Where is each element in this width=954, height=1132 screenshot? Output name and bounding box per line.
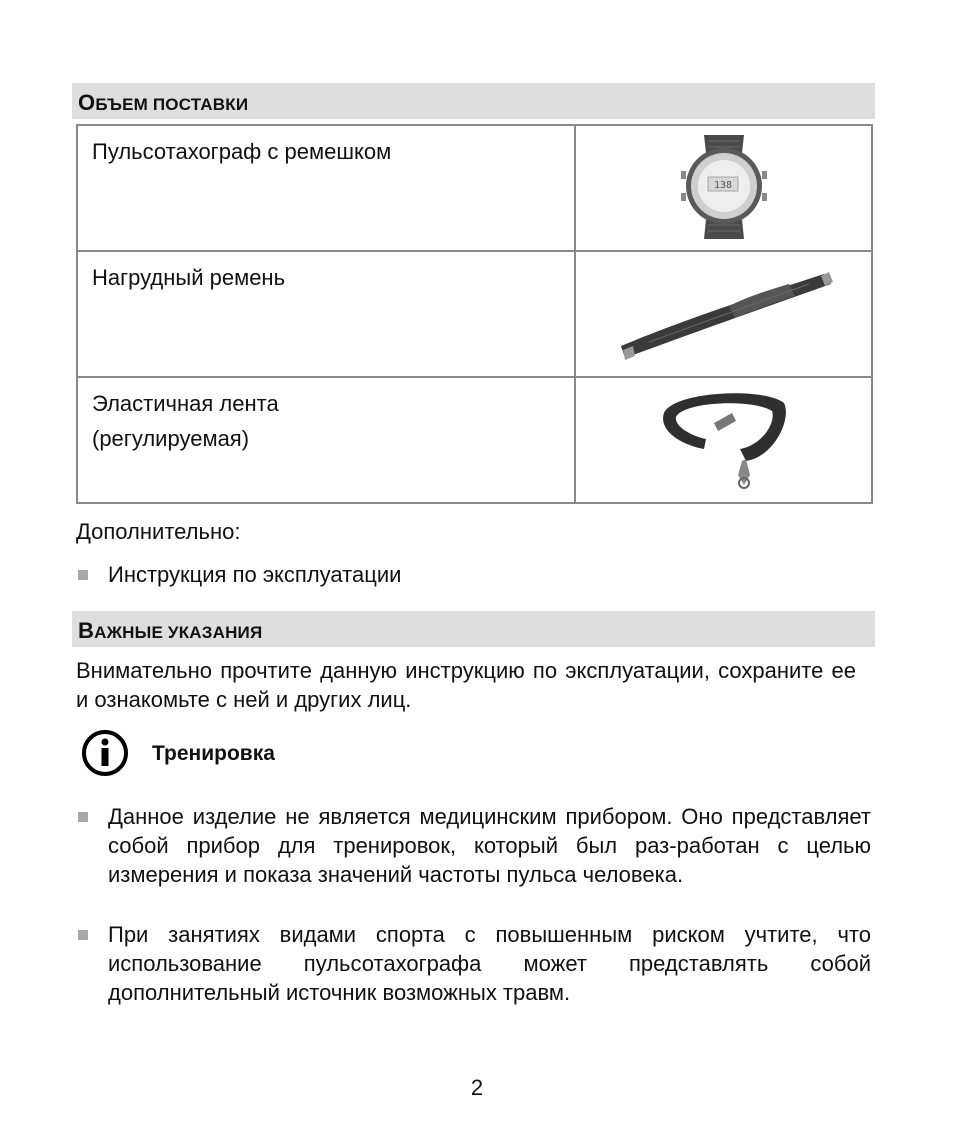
table-row bbox=[77, 377, 872, 503]
table-cell-text: Эластичная лента (регулируемая) bbox=[77, 377, 575, 503]
list-item: При занятиях видами спорта с повышенным риском учтите, что использование пульсотахографа может представлять собой дополнительный источник возможных травм. bbox=[78, 920, 875, 1010]
table-cell-image bbox=[575, 251, 872, 377]
chest-strap-image bbox=[609, 262, 839, 362]
watch-image bbox=[674, 131, 774, 241]
bullet-square-icon bbox=[78, 570, 88, 580]
list-item: Данное изделие не является медицинским прибором. Оно представляет собой прибор для тренировок, который был раз-работан с целью измерения и показа значений частоты пульса человека. bbox=[78, 802, 875, 922]
delivery-table bbox=[76, 124, 873, 504]
info-heading: Тренировка bbox=[152, 742, 275, 765]
elastic-band-image bbox=[654, 383, 794, 493]
table-cell-image bbox=[575, 125, 872, 251]
table-row bbox=[77, 251, 872, 377]
table-cell-text: Пульсотахограф с ремешком bbox=[77, 125, 575, 251]
svg-text:138: 138 bbox=[713, 179, 732, 191]
additionally-label: Дополнительно: bbox=[76, 519, 241, 544]
list-item: Инструкция по эксплуатации bbox=[78, 560, 875, 590]
section-title: ОБЪЕМ ПОСТАВКИ bbox=[78, 90, 249, 115]
intro-paragraph: Внимательно прочтите данную инструкцию по эксплуатации, сохраните ее и ознакомьте с ней и других лиц. bbox=[76, 658, 856, 712]
section-header-delivery bbox=[72, 83, 875, 119]
table-cell-image bbox=[575, 377, 872, 503]
info-icon bbox=[81, 729, 129, 777]
section-header-important bbox=[72, 611, 875, 647]
table-cell-text: Нагрудный ремень bbox=[77, 251, 575, 377]
section-title: ВАЖНЫЕ УКАЗАНИЯ bbox=[78, 618, 263, 643]
bullet-square-icon bbox=[78, 812, 88, 822]
bullet-square-icon bbox=[78, 930, 88, 940]
table-row bbox=[77, 125, 872, 251]
page-number: 2 bbox=[470, 1075, 484, 1100]
